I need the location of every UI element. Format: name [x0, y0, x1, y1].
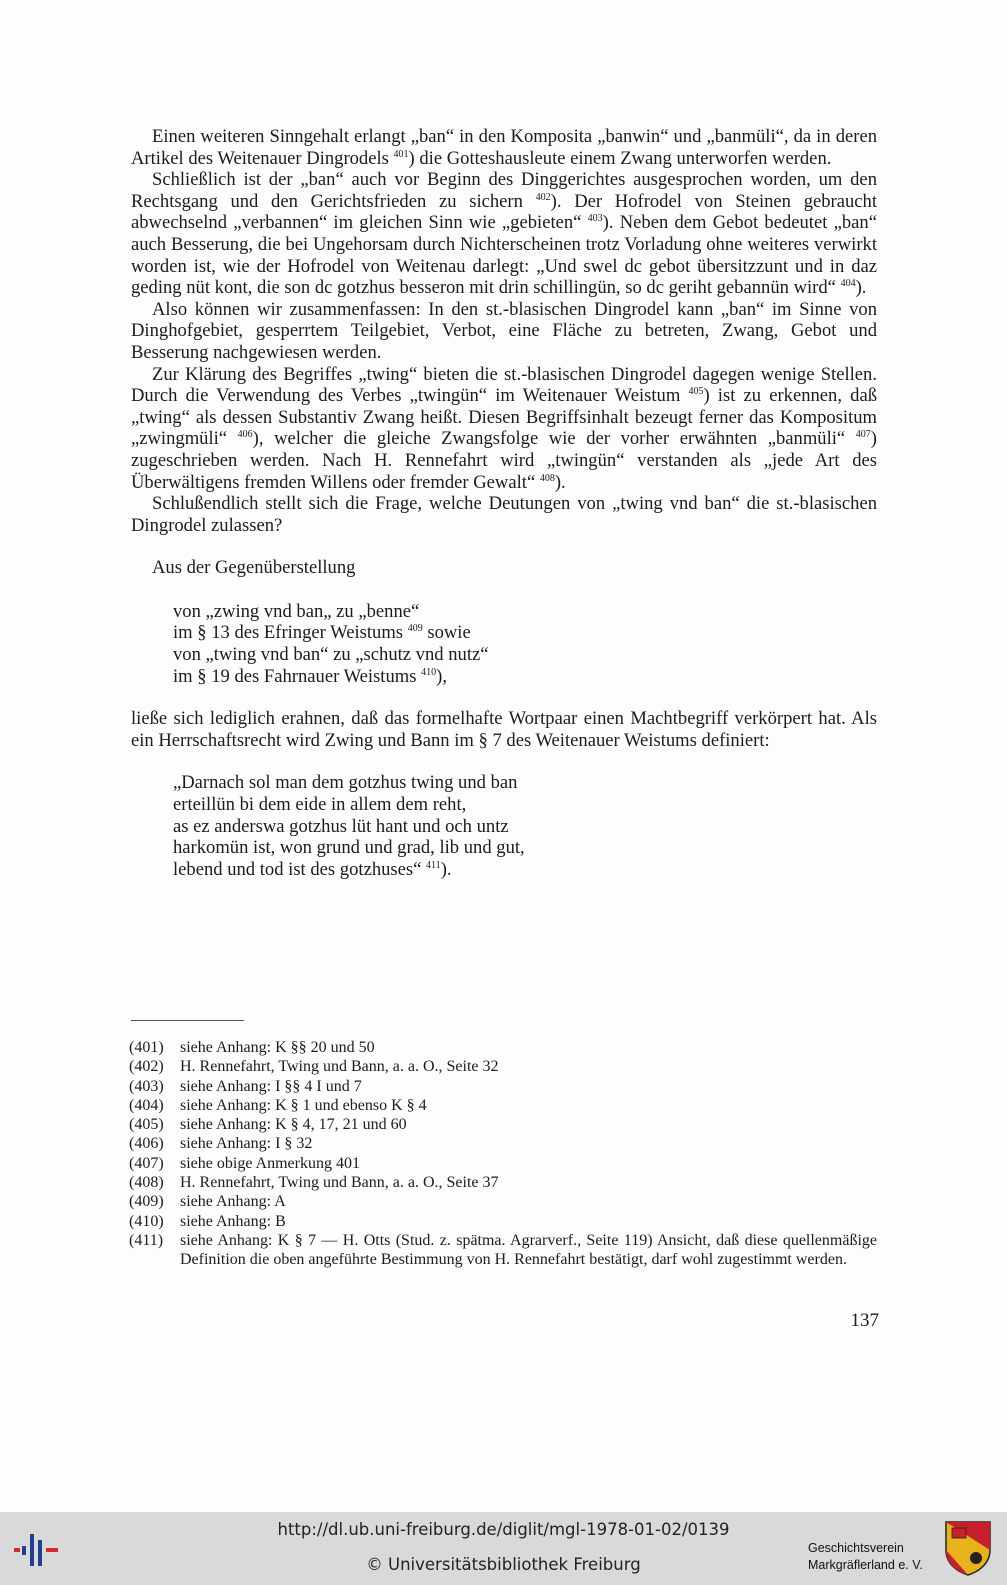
quote-line — [173, 666, 877, 688]
quote-line — [173, 601, 877, 623]
footnote-item — [129, 1057, 877, 1076]
text-run: lebend und tod ist des gotzhuses“ — [173, 858, 427, 880]
text-run: ) ist zu erkennen, daß „twing“ als dessen Substantiv Zwang heißt. Diesen Begriffsinhalt bezeugt ferner das Kompositum „zwingmüli“ — [131, 385, 877, 450]
footer-bar — [0, 1512, 1007, 1585]
footnote-item — [129, 1134, 877, 1153]
text-run: Zur Klärung des Begriffes „twing“ bieten die st.-blasischen Dingrodel dagegen wenige Stellen. Durch die Verwendung des Verbes „twingün“ im Weitenauer Weistum — [131, 363, 877, 407]
footnote-number: (410) — [129, 1212, 164, 1230]
footnote-number: (406) — [129, 1135, 164, 1153]
paragraph — [131, 493, 877, 536]
footnote-item — [129, 1192, 877, 1211]
coat-of-arms-icon — [944, 1520, 992, 1576]
quote-line — [173, 644, 877, 666]
text-run: harkomün ist, won grund und grad, lib und gut, — [173, 837, 525, 859]
footnote-ref: 401 — [393, 148, 409, 160]
footnote-text: siehe Anhang: I § 32 — [180, 1135, 313, 1153]
quote-line — [173, 794, 877, 816]
footnote-text: siehe Anhang: B — [180, 1212, 286, 1230]
text-run: im § 13 des Efringer Weistums — [173, 622, 408, 644]
footnote-number: (404) — [129, 1096, 164, 1114]
text-run: ) zugeschrieben werden. Nach H. Rennefahrt wird „twingün“ verstanden als „jede Art des Überwältigens fremden Willens oder fremder Gewalt“ — [131, 428, 877, 493]
text-run: Also können wir zusammenfassen: In den st.-blasischen Dingrodel kann „ban“ im Sinne von Dinghofgebiet, gesperrtem Teilgebiet, Verbot, eine Fläche zu betreten, Zwang, Gebot und Besserung nachgewiesen werden. — [131, 298, 877, 363]
quote-line — [173, 816, 877, 838]
footnote-item — [129, 1212, 877, 1231]
paragraph — [131, 169, 877, 299]
footnote-ref: 402 — [535, 191, 551, 203]
text-run: von „twing vnd ban“ zu „schutz vnd nutz“ — [173, 644, 489, 666]
footnote-item — [129, 1038, 877, 1057]
quote-block — [173, 772, 877, 880]
quote-block — [173, 601, 877, 687]
text-run: ließe sich lediglich erahnen, daß das formelhafte Wortpaar einen Machtbegriff verkörpert hat. Als ein Herrschaftsrecht wird Zwing und Bann im § 7 des Weitenauer Weistums definiert: — [131, 708, 877, 751]
footnote-item — [129, 1231, 877, 1270]
footnote-text: siehe Anhang: K § 1 und ebenso K § 4 — [180, 1096, 427, 1114]
text-run: Schlußendlich stellt sich die Frage, welche Deutungen von „twing vnd ban“ die st.-blasischen Dingrodel zulassen? — [131, 493, 877, 536]
footnote-text: siehe Anhang: K §§ 20 und 50 — [180, 1039, 375, 1056]
footnote-number: (402) — [129, 1058, 164, 1076]
footnote-text: siehe Anhang: K § 7 — H. Otts (Stud. z. spätma. Agrarverf., Seite 119) Ansicht, daß diese quellenmäßige Definition die oben angeführte Bestimmung von H. Rennefahrt bestätigt, darf wohl zugestimmt werden. — [180, 1231, 877, 1269]
text-run: Schließlich ist der „ban“ auch vor Beginn des Dinggerichtes ausgesprochen worden, um den Rechtsgang und den Gerichtsfrieden zu sichern — [131, 169, 877, 212]
text-run: ). — [554, 471, 566, 493]
footnote-item — [129, 1077, 877, 1096]
footnote-number: (409) — [129, 1193, 164, 1211]
footnote-divider — [131, 1020, 244, 1021]
footnote-text: H. Rennefahrt, Twing und Bann, a. a. O., Seite 37 — [180, 1174, 499, 1192]
quote-line — [173, 837, 877, 859]
text-run: Einen weiteren Sinngehalt erlangt „ban“ in den Komposita „banwin“ und „banmüli“, da in deren Artikel des Weitenauer Dingrodels — [131, 126, 877, 169]
text-run: ), — [436, 665, 447, 687]
paragraph — [131, 299, 877, 364]
footnote-ref: 410 — [421, 666, 437, 678]
footnote-number: (411) — [129, 1231, 164, 1249]
paragraph — [131, 557, 877, 579]
text-run: erteillün bi dem eide in allem dem reht, — [173, 794, 467, 816]
main-text — [131, 126, 877, 880]
society-line: Geschichtsverein — [808, 1541, 904, 1555]
quote-line — [173, 772, 877, 794]
paragraph — [131, 126, 877, 169]
text-run: ). Neben dem Gebot bedeutet „ban“ auch Besserung, die bei Ungehorsam durch Nichterscheinen trotz Vorladung ohne weiteres verwirkt worden ist, wie der Hofrodel von Weitenau darlegt: „Und swel dc gebot übersitzzunt und in daz geding nüt kont, die son dc gotzhus besseron mit drin schillingün, so dc geriht gebannün wird“ — [131, 212, 877, 299]
footnote-text: siehe Anhang: A — [180, 1193, 286, 1211]
footnote-item — [129, 1154, 877, 1173]
footnote-ref: 408 — [539, 472, 555, 484]
society-name — [808, 1540, 938, 1574]
text-run: „Darnach sol man dem gotzhus twing und ban — [173, 772, 518, 794]
document-url-link[interactable]: http://dl.ub.uni-freiburg.de/diglit/mgl-1978-01-02/0139 — [277, 1520, 730, 1539]
text-run: ). Der Hofrodel von Steinen gebraucht abwechselnd „verbannen“ im gleichen Sinn wie „gebieten“ — [131, 190, 877, 234]
text-run: sowie — [422, 622, 471, 644]
footnote-text: siehe Anhang: I §§ 4 I und 7 — [180, 1077, 362, 1095]
society-line: Markgräflerland e. V. — [808, 1558, 923, 1572]
footnote-ref: 407 — [855, 429, 871, 441]
footnote-item — [129, 1173, 877, 1192]
footnote-number: (401) — [129, 1039, 164, 1056]
text-run: as ez anderswa gotzhus lüt hant und och untz — [173, 815, 509, 837]
footnote-ref: 403 — [587, 213, 603, 225]
footnote-number: (405) — [129, 1116, 164, 1134]
text-run: ). — [440, 858, 452, 880]
footnote-ref: 406 — [237, 429, 253, 441]
footnote-text: siehe obige Anmerkung 401 — [180, 1154, 360, 1172]
text-run: ) die Gotteshausleute einem Zwang unterworfen werden. — [408, 147, 832, 169]
footnote-ref: 405 — [688, 386, 704, 398]
quote-line — [173, 859, 877, 881]
footnote-number: (407) — [129, 1154, 164, 1172]
text-run: ), welcher die gleiche Zwangsfolge wie der vorher erwähnten „banmüli“ — [252, 428, 856, 450]
footnote-text: H. Rennefahrt, Twing und Bann, a. a. O., Seite 32 — [180, 1058, 499, 1076]
footnote-number: (408) — [129, 1174, 164, 1192]
copyright-text: © Universitätsbibliothek Freiburg — [366, 1555, 641, 1574]
footnote-ref: 404 — [840, 278, 856, 290]
footnote-item — [129, 1096, 877, 1115]
text-run: im § 19 des Fahrnauer Weistums — [173, 665, 422, 687]
text-run: ). — [855, 277, 867, 299]
paragraph — [131, 364, 877, 494]
quote-line — [173, 622, 877, 644]
page-number: 137 — [850, 1310, 879, 1331]
footnote-ref: 409 — [407, 623, 423, 635]
footnote-ref: 411 — [426, 859, 441, 871]
footnote-text: siehe Anhang: K § 4, 17, 21 und 60 — [180, 1116, 407, 1134]
paragraph — [131, 708, 877, 751]
text-run: von „zwing vnd ban„ zu „benne“ — [173, 600, 420, 622]
footnotes — [129, 1038, 877, 1270]
text-run: Aus der Gegenüberstellung — [152, 557, 356, 579]
footnote-item — [129, 1115, 877, 1134]
footnote-number: (403) — [129, 1077, 164, 1095]
